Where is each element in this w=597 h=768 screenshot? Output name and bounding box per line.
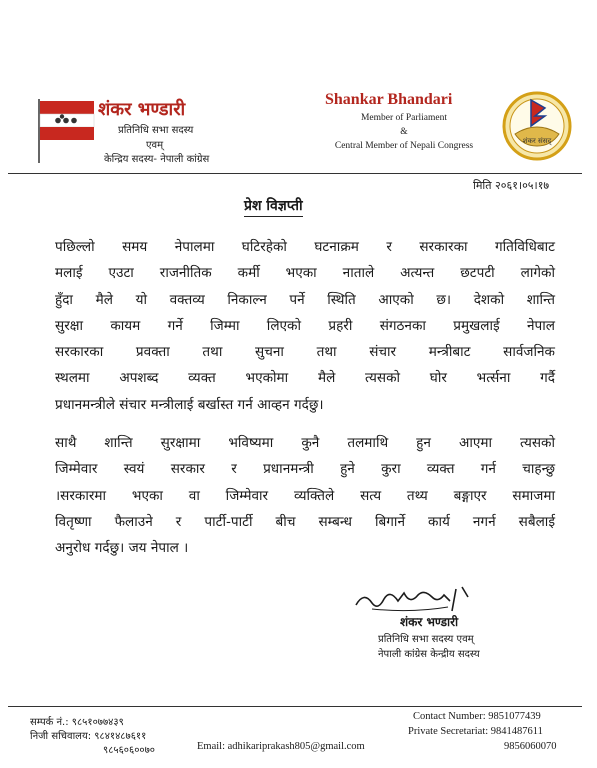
body-line: ।सरकारमा भएका वा जिम्मेवार व्यक्तिले सत्य तथ्य बङ्गाएर समाजमा — [55, 487, 555, 504]
body-line: अनुरोध गर्दछु। जय नेपाल । — [55, 540, 189, 557]
body-paragraph-2 — [55, 430, 555, 561]
footer-secretary-english: Private Secretariat: 9841487611 — [408, 726, 543, 737]
body-line: वितृष्णा फैलाउने र पार्टी-पार्टी बीच सम्बन्ध बिगार्ने कार्य नगर्न सबैलाई — [55, 513, 555, 530]
body-line: सरकारका प्रवक्ता तथा सुचना तथा संचार मन्त्रीबाट सार्वजनिक — [55, 344, 555, 361]
footer-secretary-nepali-2: ९८५६०६००७० — [103, 745, 155, 756]
footer-contact-nepali: सम्पर्क नं.: ९८५१०७७४३९ — [30, 717, 124, 728]
header-divider — [8, 173, 582, 174]
footer-divider — [8, 706, 582, 707]
document-date: मिति २०६१।०५।१७ — [473, 179, 550, 192]
parliament-emblem-icon — [501, 86, 573, 162]
press-release-title: प्रेश विज्ञप्ती — [244, 196, 303, 217]
header-title-nepali-3: केन्द्रिय सदस्य- नेपाली कांग्रेस — [104, 154, 210, 165]
body-line: मलाई एउटा राजनीतिक कर्मी भएका नाताले अत्यन्त छटपटी लागेको — [55, 265, 555, 282]
body-line: प्रधानमन्त्रीले संचार मन्त्रीलाई बर्खास्त गर्न आव्हन गर्दछु। — [55, 396, 324, 413]
header-title-nepali-1: प्रतिनिधि सभा सदस्य — [118, 125, 194, 136]
header-title-nepali-2: एवम् — [146, 140, 164, 151]
header-title-english-3: Central Member of Nepali Congress — [334, 141, 474, 151]
body-line: सुरक्षा कायम गर्ने जिम्मा लिएको प्रहरी संगठनका प्रमुखलाई नेपाल — [55, 317, 555, 334]
body-paragraph-1 — [55, 234, 555, 418]
nepali-congress-flag-icon — [36, 97, 96, 165]
signatory-title-1: प्रतिनिधि सभा सदस्य एवम् — [378, 634, 474, 645]
footer-contact-english: Contact Number: 9851077439 — [413, 711, 541, 722]
header-name-nepali: शंकर भण्डारी — [98, 99, 186, 120]
footer-secretary-nepali: निजी सचिवालय: ९८४१४८७६११ — [30, 731, 147, 742]
signature-scrawl-text: शंभण्डारी — [352, 583, 356, 584]
footer-secretary-english-2: 9856060070 — [504, 741, 557, 752]
header-title-english-2: & — [400, 127, 408, 137]
body-line: साथै शान्ति सुरक्षामा भविष्यमा कुनै तलमाथि हुन आएमा त्यसको — [55, 435, 555, 451]
body-line: स्थलमा अपशब्द व्यक्त भएकोमा मैले त्यसको घोर भर्त्सना गर्दै — [55, 370, 555, 387]
footer-email[interactable]: Email: adhikariprakash805@gmail.com — [197, 741, 365, 752]
emblem-text: शंकर संसद् — [522, 137, 552, 145]
header-name-english: Shankar Bhandari — [325, 91, 453, 108]
body-line: पछिल्लो समय नेपालमा घटिरहेको घटनाक्रम र सरकारका गतिविधिबाट — [55, 239, 555, 255]
signatory-title-2: नेपाली कांग्रेस केन्द्रीय सदस्य — [378, 649, 480, 660]
body-line: जिम्मेवार स्वयं सरकार र प्रधानमन्त्री हुने कुरा व्यक्त गर्न चाहन्छु — [55, 461, 555, 478]
header-title-english-1: Member of Parliament — [360, 113, 447, 123]
handwritten-signature — [352, 583, 482, 617]
signatory-name: शंकर भण्डारी — [400, 615, 459, 629]
body-line: हुँदा मैले यो वक्तव्य निकाल्न पर्ने स्थिति आएको छ। देशको शान्ति — [55, 291, 555, 308]
